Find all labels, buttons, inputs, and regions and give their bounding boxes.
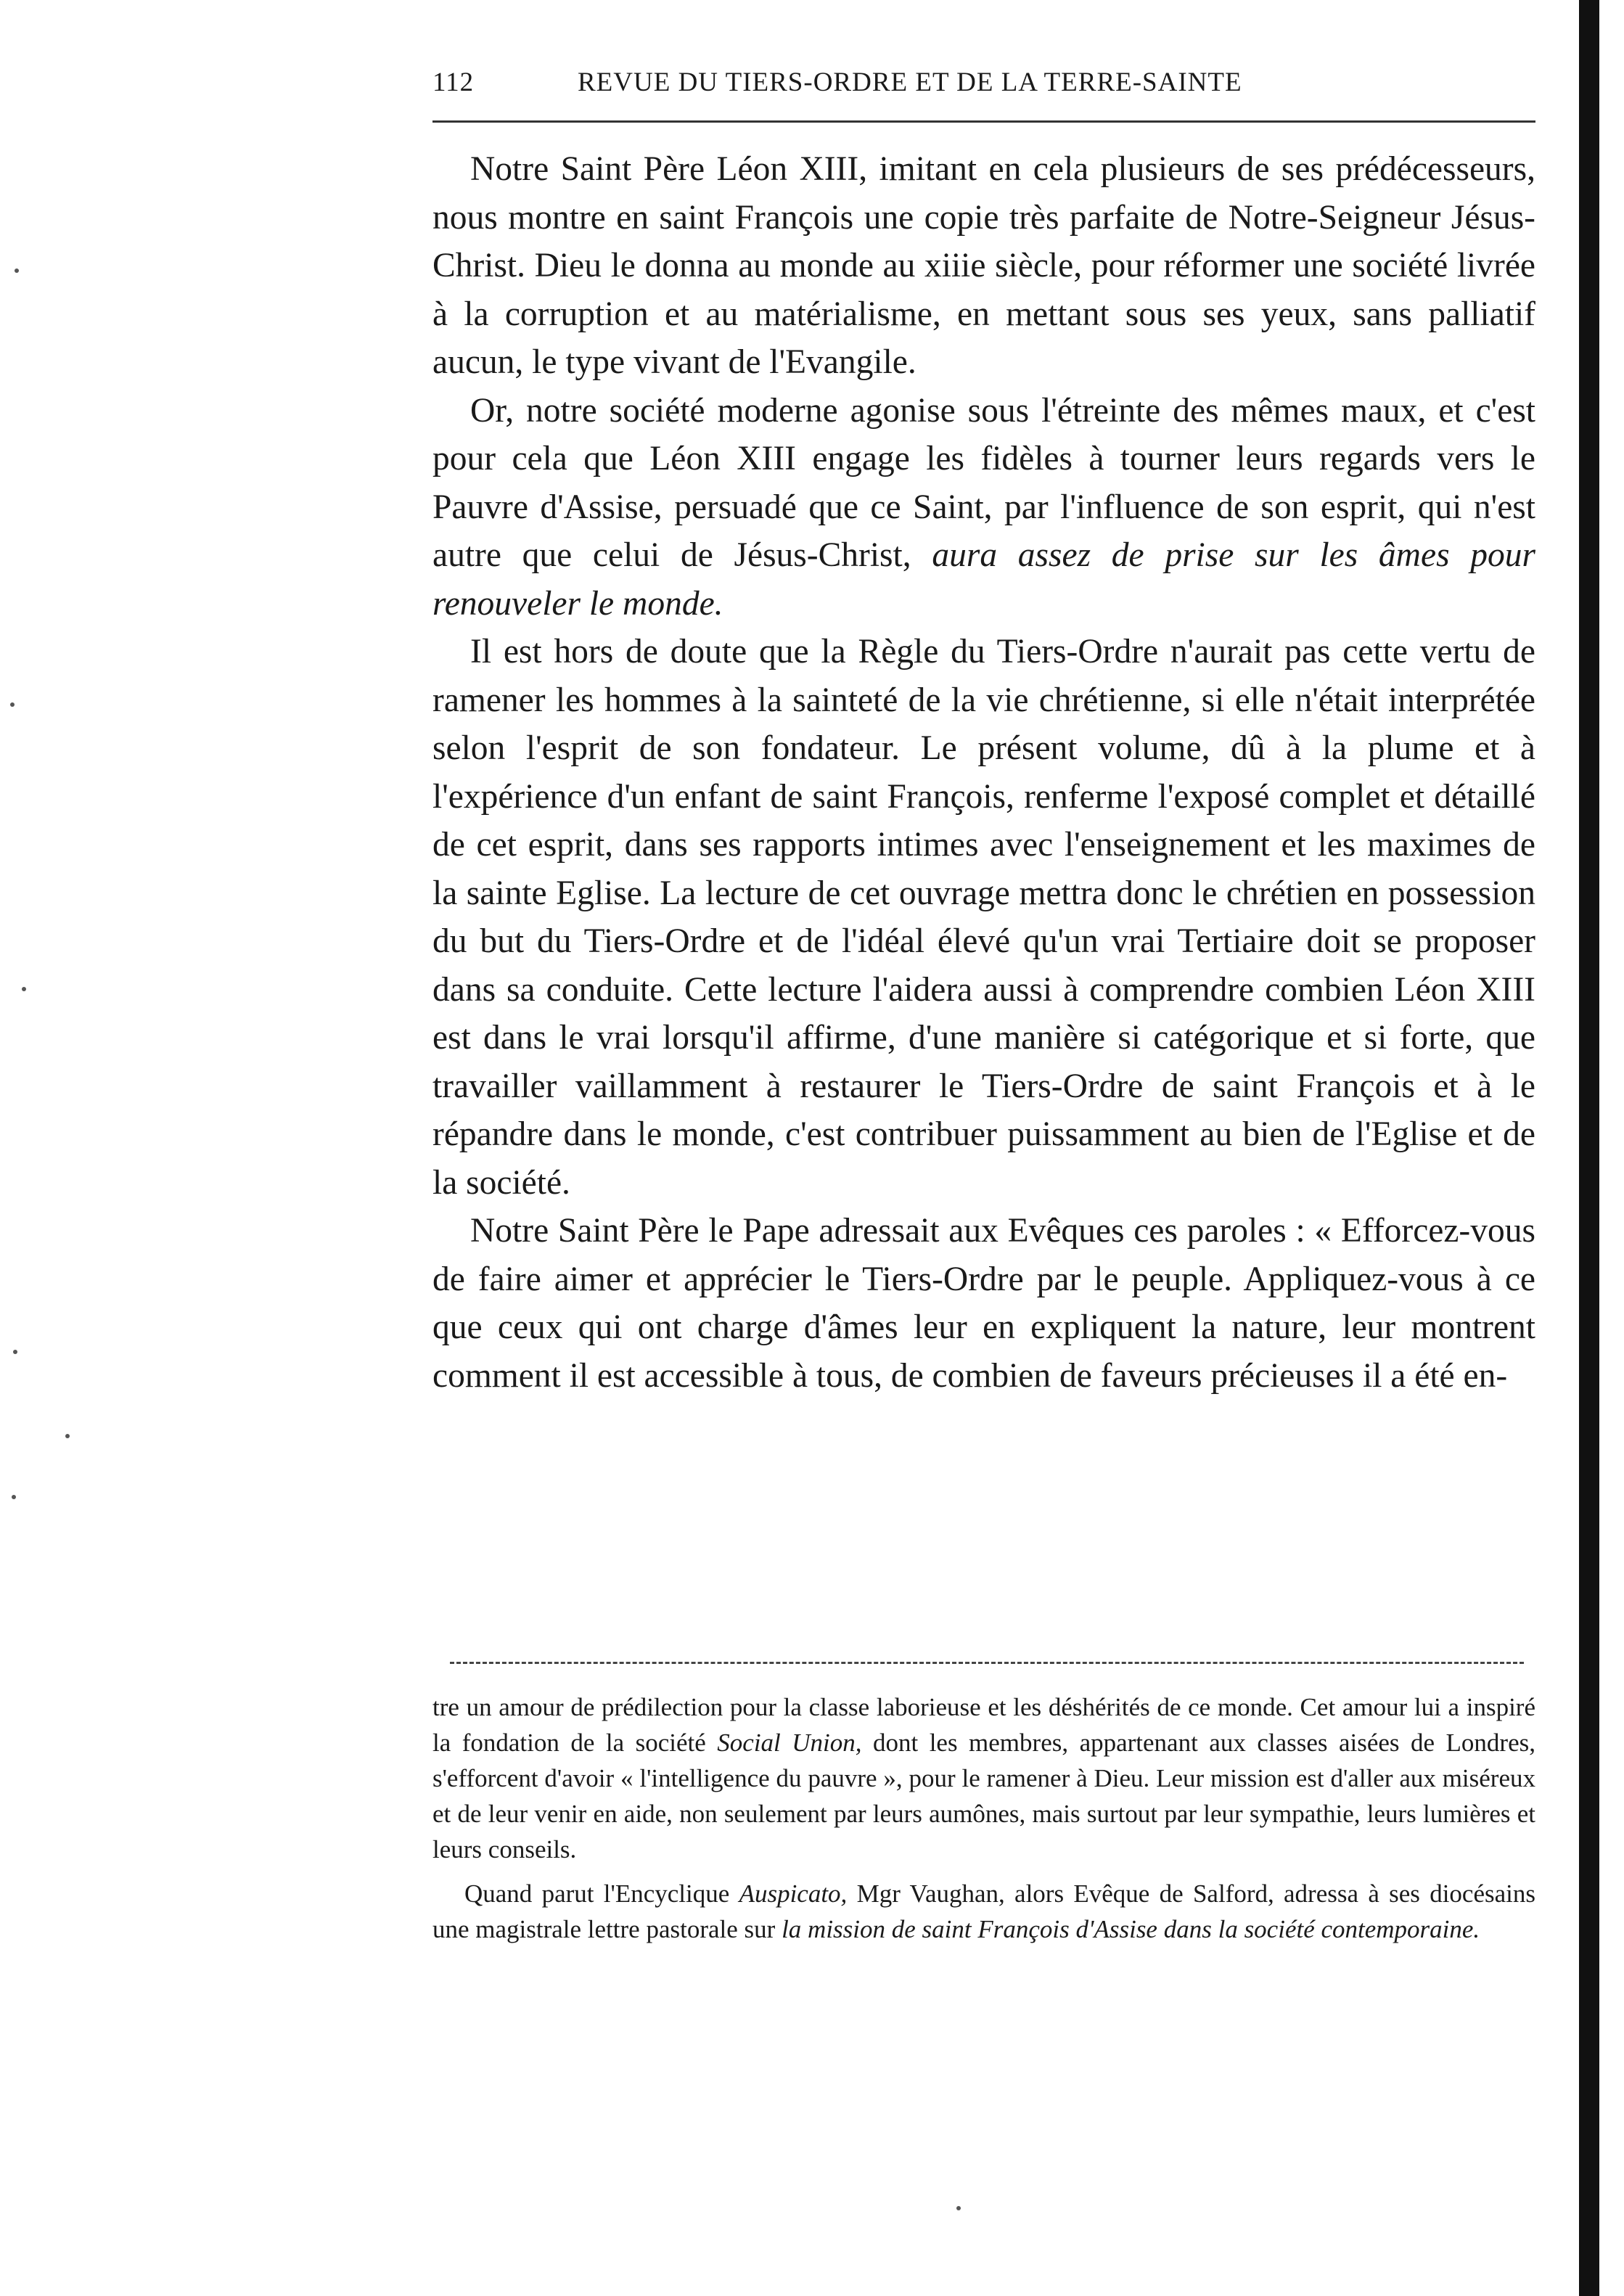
footnote-2-italic-1: Auspicato, (739, 1879, 848, 1908)
paragraph-1: Notre Saint Père Léon XIII, imitant en cela plusieurs de ses prédécesseurs, nous montre en saint François une copie très parfaite de Notre-Seigneur Jésus-Christ. Dieu le donna au monde au xiiie siècle, pour réformer une société livrée à la corruption et au matérialisme, en mettant sous ses yeux, sans palliatif aucun, le type vivant de l'Evangile. (432, 150, 1535, 381)
footnote-2-text-b: Mgr Vaughan, alors Evêque de Salford, adressa à ses diocésains une magistrale lettre pastorale sur (432, 1879, 1536, 1943)
scan-speck (22, 987, 26, 991)
main-text (432, 145, 1535, 1400)
running-header (432, 67, 1535, 110)
footnote-1-text-a: tre un amour de prédilection pour la classe laborieuse et les déshérités de ce monde. Cet amour lui a inspiré la fondation de la société (432, 1693, 1535, 1757)
footnote-1-italic: Social Union, (717, 1729, 862, 1757)
footnotes (432, 1689, 1535, 1947)
paragraph-2-italic: aura assez de prise sur les âmes pour renouveler le monde. (432, 536, 1536, 623)
footnote-2-italic-2: la mission de saint François d'Assise dans la société contemporaine. (782, 1915, 1480, 1943)
paragraph-2-roman: Or, notre société moderne agonise sous l'étreinte des mêmes maux, et c'est pour cela que Léon XIII engage les fidèles à tourner leurs regards vers le Pauvre d'Assise, persuadé que ce Saint, par l'influence de son esprit, qui n'est autre que celui de Jésus-Christ, (432, 391, 1535, 574)
paragraph-2 (432, 387, 1535, 628)
header-rule (432, 120, 1535, 123)
footnote-1 (432, 1689, 1535, 1867)
footnote-2 (432, 1876, 1535, 1947)
scan-speck (12, 1495, 16, 1499)
running-title: REVUE DU TIERS-ORDRE ET DE LA TERRE-SAINTE (578, 67, 1242, 97)
scan-speck (15, 268, 19, 273)
footnote-2-text-a: Quand parut l'Encyclique (464, 1879, 730, 1908)
paragraph-3: Il est hors de doute que la Règle du Tiers-Ordre n'aurait pas cette vertu de ramener les hommes à la sainteté de la vie chrétienne, si elle n'était interprétée selon l'esprit de son fondateur. Le présent volume, dû à la plume et à l'expérience d'un enfant de saint François, renferme l'exposé complet et détaillé de cet esprit, dans ses rapports intimes avec l'enseignement et les maximes de la sainte Eglise. La lecture de cet ouvrage mettra donc le chrétien en possession du but du Tiers-Ordre et de l'idéal élevé qu'un vrai Tertiaire doit se proposer dans sa conduite. Cette lecture l'aidera aussi à comprendre combien Léon XIII est dans le vrai lorsqu'il affirme, d'une manière si catégorique et si forte, que travailler vaillamment à restaurer le Tiers-Ordre de saint François et à le répandre dans le monde, c'est contribuer puissamment au bien de l'Eglise et de la société. (432, 633, 1535, 1202)
footnote-separator (450, 1662, 1524, 1664)
page-number: 112 (432, 67, 475, 97)
scan-edge-bar (1579, 0, 1599, 2296)
scan-speck (10, 702, 15, 707)
footnote-1-text-b: dont les membres, appartenant aux classes aisées de Londres, s'efforcent d'avoir « l'intelligence du pauvre », pour le ramener à Dieu. Leur mission est d'aller aux miséreux et de leur venir en aide, non seulement par leurs aumônes, mais surtout par leur sympathie, leurs lumières et leurs conseils. (432, 1729, 1535, 1864)
scan-speck (13, 1350, 17, 1354)
scan-speck (956, 2206, 961, 2210)
paragraph-4: Notre Saint Père le Pape adressait aux Evêques ces paroles : « Efforcez-vous de faire aimer et apprécier le Tiers-Ordre par le peuple. Appliquez-vous à ce que ceux qui ont charge d'âmes leur en expliquent la nature, leur montrent comment il est accessible à tous, de combien de faveurs précieuses il a été en- (432, 1212, 1535, 1395)
scan-speck (65, 1434, 70, 1438)
